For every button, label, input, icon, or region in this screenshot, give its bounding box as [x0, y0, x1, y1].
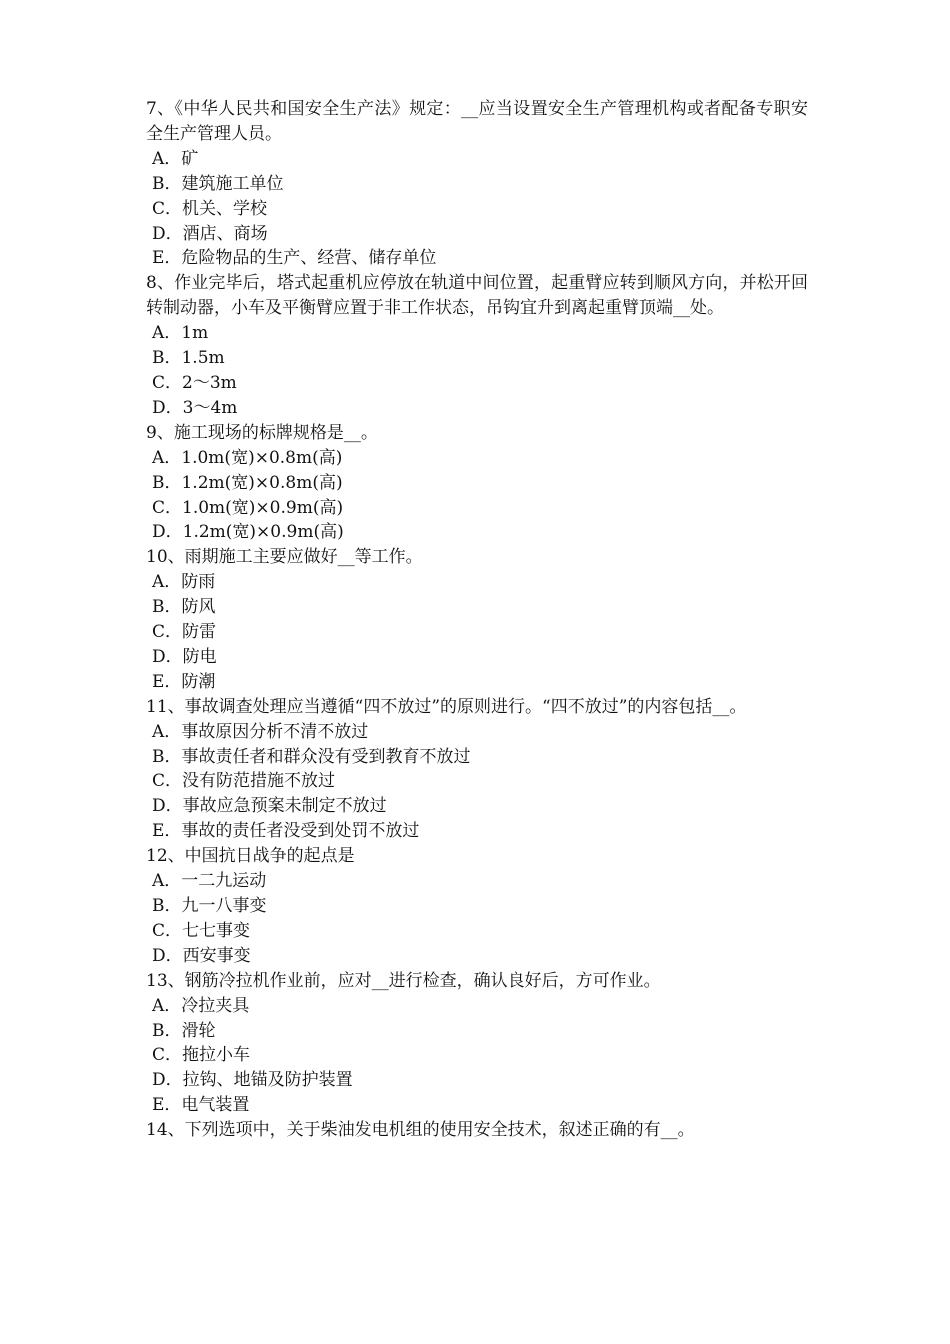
answer-option: D．拉钩、地锚及防护装置 — [152, 1070, 353, 1091]
question-block — [146, 97, 808, 271]
question-text: 10、雨期施工主要应做好__等工作。 — [146, 547, 423, 568]
question-block — [146, 844, 808, 969]
answer-option: B．建筑施工单位 — [152, 173, 284, 194]
answer-option: D．1.2m(宽)×0.9m(高) — [152, 522, 344, 543]
answer-option: E．危险物品的生产、经营、储存单位 — [152, 248, 437, 269]
answer-option: D．事故应急预案未制定不放过 — [152, 796, 387, 817]
answer-option: E．电气装置 — [152, 1095, 250, 1116]
question-block — [146, 421, 808, 546]
question-text: 9、施工现场的标牌规格是__。 — [146, 422, 378, 443]
question-text: 8、作业完毕后，塔式起重机应停放在轨道中间位置，起重臂应转到顺风方向，并松开回转制动器，小车及平衡臂应置于非工作状态，吊钩宜升到离起重臂顶端__处。 — [146, 273, 808, 319]
answer-option: C．机关、学校 — [152, 198, 268, 219]
answer-option: C．七七事变 — [152, 920, 251, 941]
answer-option: C．1.0m(宽)×0.9m(高) — [152, 497, 344, 518]
answer-option: C．防雷 — [152, 622, 217, 643]
answer-option: B．九一八事变 — [152, 896, 267, 916]
answer-option: A．一二九运动 — [152, 871, 267, 892]
answer-option: E．防潮 — [152, 671, 216, 692]
question-text: 7、《中华人民共和国安全生产法》规定：__应当设置安全生产管理机构或者配备专职安全生产管理人员。 — [146, 99, 808, 144]
answer-option: D．酒店、商场 — [152, 223, 268, 244]
question-text: 11、事故调查处理应当遵循“四不放过”的原则进行。“四不放过”的内容包括__。 — [146, 696, 747, 717]
question-block — [146, 969, 808, 1118]
answer-option: B．1.5m — [152, 348, 225, 369]
answer-option: A．冷拉夹具 — [152, 995, 250, 1016]
answer-option: A．矿 — [152, 148, 199, 169]
answer-option: E．事故的责任者没受到处罚不放过 — [152, 821, 420, 842]
question-text: 12、中国抗日战争的起点是 — [146, 846, 355, 867]
answer-option: B．1.2m(宽)×0.8m(高) — [152, 472, 343, 493]
question-block — [146, 1118, 808, 1143]
answer-option: A．1m — [152, 323, 209, 344]
answer-option: B．滑轮 — [152, 1020, 216, 1041]
answer-option: D．西安事变 — [152, 945, 251, 966]
answer-option: C．没有防范措施不放过 — [152, 771, 336, 792]
question-text: 14、下列选项中，关于柴油发电机组的使用安全技术，叙述正确的有__。 — [146, 1120, 695, 1141]
answer-option: B．事故责任者和群众没有受到教育不放过 — [152, 746, 471, 767]
answer-option: A．防雨 — [152, 572, 216, 593]
answer-option: D．3～4m — [152, 397, 238, 418]
answer-option: C．2～3m — [152, 372, 237, 393]
question-block — [146, 695, 808, 844]
question-block — [146, 545, 808, 694]
question-block — [146, 271, 808, 420]
answer-option: C．拖拉小车 — [152, 1045, 251, 1066]
question-list — [146, 97, 808, 1143]
answer-option: D．防电 — [152, 646, 217, 667]
question-text: 13、钢筋冷拉机作业前，应对__进行检查，确认良好后，方可作业。 — [146, 970, 661, 991]
answer-option: A．1.0m(宽)×0.8m(高) — [152, 447, 343, 468]
answer-option: A．事故原因分析不清不放过 — [152, 721, 369, 742]
answer-option: B．防风 — [152, 597, 216, 618]
